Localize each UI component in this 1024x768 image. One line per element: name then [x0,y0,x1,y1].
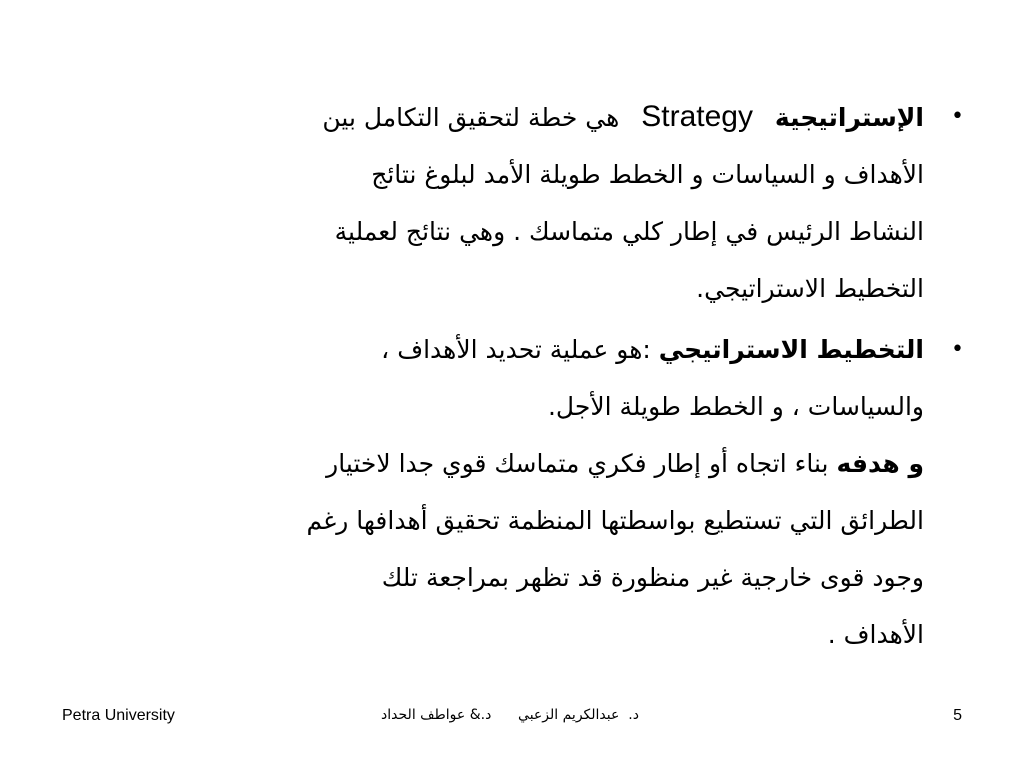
bullet-line: التخطيط الاستراتيجي. [696,274,924,303]
bullet-line: النشاط الرئيس في إطار كلي متماسك . وهي نتائج لعملية [334,217,924,246]
footer-authors: د. عبدالكريم الزعبي د.& عواطف الحداد [381,707,639,723]
strategy-definition-lead: هي خطة لتحقيق التكامل بين [322,103,620,132]
bullet-line: الطرائق التي تستطيع بواسطتها المنظمة تحقيق أهدافها رغم [306,506,924,535]
term-its-goal: و هدفه [836,449,924,478]
bullet-line: الأهداف . [827,620,924,649]
slide-content [60,88,964,667]
bullet-item-strategy [60,88,964,317]
term-strategy-english: Strategy [641,100,753,133]
bullet-dot: • [951,104,964,129]
term-strategic-planning: التخطيط الاستراتيجي [658,335,924,364]
planning-definition-lead: :هو عملية تحديد الأهداف ، [381,335,651,364]
bullet-line [60,88,924,146]
bullet-line: الأهداف و السياسات و الخطط طويلة الأمد لبلوغ نتائج [371,160,924,189]
bullet-item-strategic-planning [60,321,964,663]
bullet-line: والسياسات ، و الخطط طويلة الأجل. [547,392,924,421]
goal-definition-lead: بناء اتجاه أو إطار فكري متماسك قوي جدا لاختيار [326,449,829,478]
bullet-dot: • [951,337,964,362]
bullet-line: وجود قوى خارجية غير منظورة قد تظهر بمراجعة تلك [381,563,924,592]
bullet-line [60,435,924,492]
slide-number: 5 [953,707,962,724]
footer-organization: Petra University [62,707,175,724]
term-strategy: الإستراتيجية [774,103,924,132]
bullet-line [60,321,924,378]
